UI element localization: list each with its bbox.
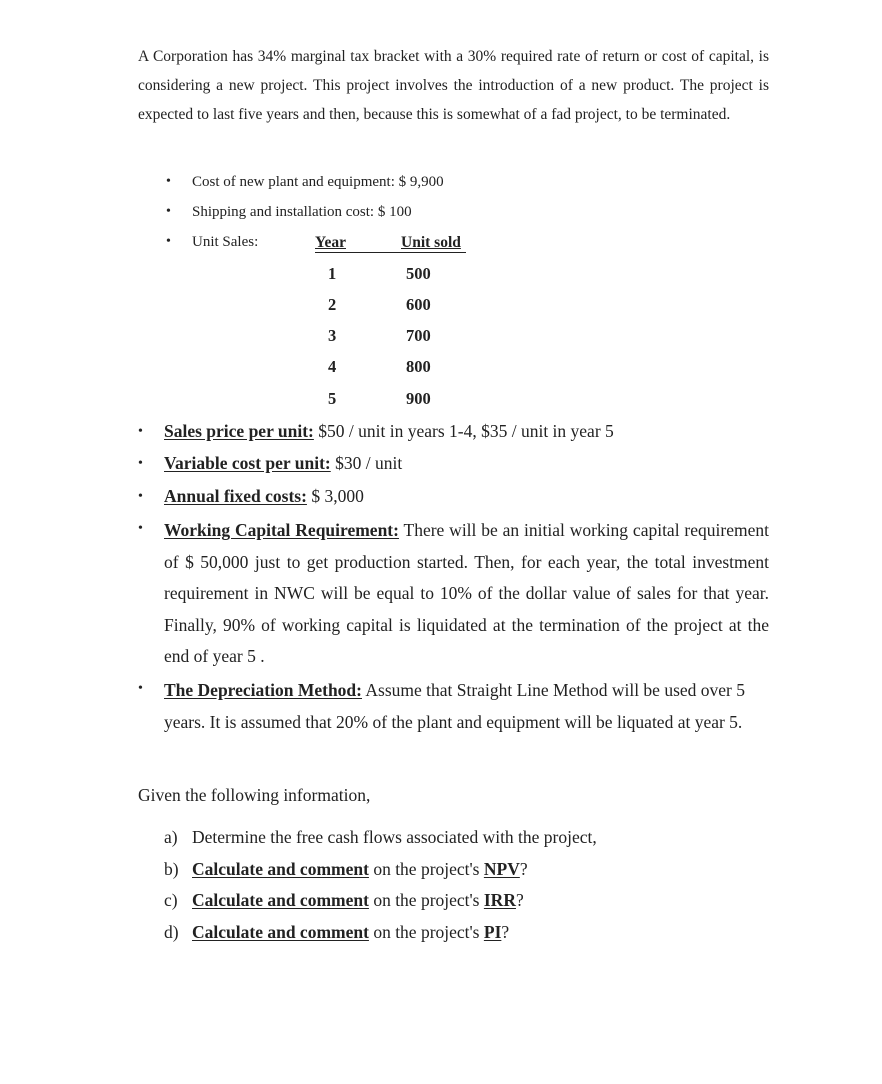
table-header-units: Unit sold xyxy=(401,234,461,251)
working-capital-label: Working Capital Requirement: xyxy=(164,520,399,540)
question-c-text xyxy=(192,890,524,911)
plant-cost-line: Cost of new plant and equipment: $ 9,900 xyxy=(192,174,444,190)
depreciation-text: Assume that Straight Line Method will be used over 5 years. It is assumed that 20% of the plant and equipment will be liquated at year 5. xyxy=(164,680,746,732)
table-cell-year: 5 xyxy=(328,389,337,408)
question-c-bold: Calculate and comment xyxy=(192,890,369,910)
question-b-text xyxy=(192,859,528,880)
question-c-term: IRR xyxy=(483,890,516,910)
question-b-term: NPV xyxy=(483,859,520,879)
bullet-icon: • xyxy=(166,174,171,189)
working-capital-text: There will be an initial working capital requirement of $ 50,000 just to get production started. Then, for each year, the total investment requirement in NWC will be equal to 10% of the dollar value of sales for that year. Finally, 90% of working capital is liquidated at the termination of the project at the end of year 5 . xyxy=(164,520,769,666)
shipping-cost-line: Shipping and installation cost: $ 100 xyxy=(192,204,412,220)
question-d-end: ? xyxy=(501,922,510,942)
question-c-letter: c) xyxy=(164,890,178,910)
bullet-icon: • xyxy=(166,234,171,249)
question-b-letter: b) xyxy=(164,859,179,879)
unit-sales-label: Unit Sales: xyxy=(192,234,259,250)
table-cell-units: 700 xyxy=(406,326,431,345)
question-a-text: Determine the free cash flows associated with the project, xyxy=(192,827,597,847)
fixed-costs-label: Annual fixed costs: xyxy=(164,486,307,506)
depreciation-label: The Depreciation Method: xyxy=(164,680,362,700)
table-header-underline xyxy=(315,252,466,253)
intro-paragraph: A Corporation has 34% marginal tax bracket with a 30% required rate of return or cost of capital, is considering a new project. This project involves the introduction of a new product. The project is expected to last five years and then, because this is somewhat of a fad project, to be terminated. xyxy=(138,48,769,123)
question-c-mid: on the project's xyxy=(368,890,484,910)
question-d-text xyxy=(192,922,509,943)
question-b-mid: on the project's xyxy=(368,859,484,879)
question-d-letter: d) xyxy=(164,922,179,942)
question-d-term: PI xyxy=(483,922,502,942)
bullet-icon: • xyxy=(166,204,171,219)
sales-price-text: $50 / unit in years 1-4, $35 / unit in year 5 xyxy=(313,421,614,441)
table-cell-year: 4 xyxy=(328,357,337,376)
bullet-icon: • xyxy=(138,681,143,696)
question-b-end: ? xyxy=(519,859,528,879)
table-cell-year: 2 xyxy=(328,295,337,314)
question-d-bold: Calculate and comment xyxy=(192,922,369,942)
table-cell-units: 800 xyxy=(406,357,431,376)
table-cell-year: 1 xyxy=(328,264,337,283)
bullet-icon: • xyxy=(138,424,143,439)
depreciation-item xyxy=(164,675,769,738)
fixed-costs-text: $ 3,000 xyxy=(306,486,364,506)
variable-cost-label: Variable cost per unit: xyxy=(164,453,331,473)
working-capital-item xyxy=(164,515,769,673)
question-a-letter: a) xyxy=(164,827,178,847)
table-cell-units: 600 xyxy=(406,295,431,314)
question-b-bold: Calculate and comment xyxy=(192,859,369,879)
sales-price-item xyxy=(164,421,614,442)
bullet-icon: • xyxy=(138,521,143,536)
bullet-icon: • xyxy=(138,456,143,471)
table-cell-year: 3 xyxy=(328,326,337,345)
question-c-end: ? xyxy=(515,890,524,910)
bullet-icon: • xyxy=(138,489,143,504)
given-line: Given the following information, xyxy=(138,785,371,805)
question-d-mid: on the project's xyxy=(368,922,484,942)
table-cell-units: 900 xyxy=(406,389,431,408)
variable-cost-item xyxy=(164,453,402,474)
variable-cost-text: $30 / unit xyxy=(330,453,403,473)
table-cell-units: 500 xyxy=(406,264,431,283)
sales-price-label: Sales price per unit: xyxy=(164,421,314,441)
table-header-year: Year xyxy=(315,234,346,251)
fixed-costs-item xyxy=(164,486,364,507)
